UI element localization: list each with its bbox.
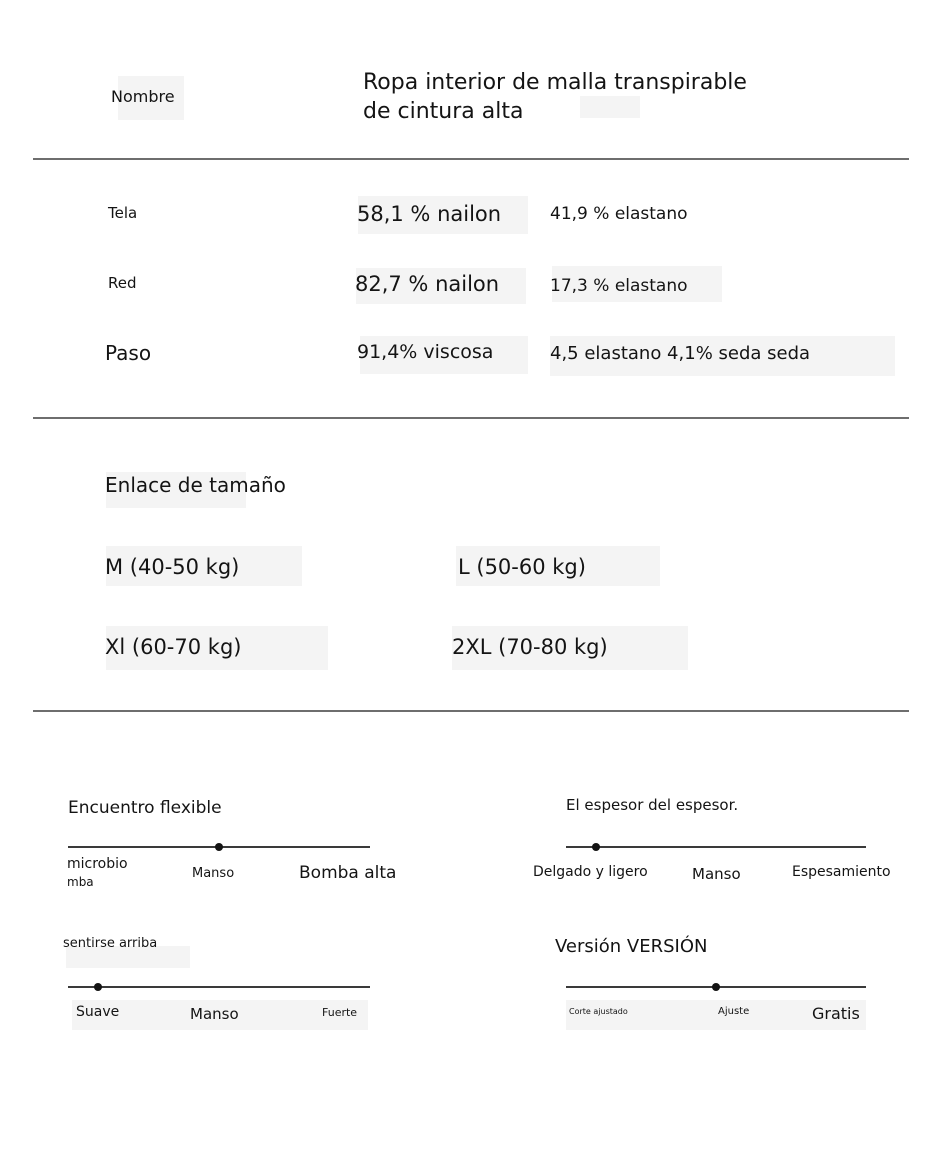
size-title: Enlace de tamaño: [105, 473, 286, 497]
product-title-line-1: Ropa interior de malla transpirable: [363, 70, 747, 95]
name-label: Nombre: [111, 87, 175, 106]
scale-middle-label: Manso: [192, 866, 235, 881]
composition-primary: 58,1 % nailon: [357, 202, 502, 226]
scale-right-label: Gratis: [812, 1004, 860, 1023]
scale-title: sentirse arriba: [63, 936, 158, 951]
scale-right-label: Fuerte: [322, 1006, 358, 1019]
scale-middle-label: Manso: [190, 1005, 239, 1023]
divider: [33, 710, 909, 712]
composition-label: Red: [108, 274, 137, 292]
composition-primary: 82,7 % nailon: [355, 272, 500, 296]
composition-label: Paso: [105, 341, 152, 365]
scale-track: [566, 846, 866, 848]
scale-track: [68, 986, 370, 988]
composition-secondary: 17,3 % elastano: [550, 276, 688, 296]
composition-primary: 91,4% viscosa: [357, 341, 494, 363]
scale-right-label: Espesamiento: [792, 864, 891, 880]
composition-secondary: 4,5 elastano 4,1% seda seda: [550, 343, 811, 364]
scale-middle-label: Manso: [692, 865, 741, 883]
size-xl: Xl (60-70 kg): [105, 635, 242, 659]
scale-title: El espesor del espesor.: [566, 796, 739, 814]
scale-title: Versión VERSIÓN: [555, 936, 708, 957]
size-m: M (40-50 kg): [105, 555, 240, 579]
smudge: [580, 96, 640, 118]
scale-marker: [215, 843, 223, 851]
scale-marker: [712, 983, 720, 991]
divider: [33, 417, 909, 419]
size-l: L (50-60 kg): [458, 555, 586, 579]
scale-left-label-line-2: mba: [67, 875, 94, 889]
scale-right-label: Bomba alta: [299, 863, 397, 883]
scale-left-label: Corte ajustado: [569, 1007, 628, 1016]
scale-left-label-line-1: microbio: [67, 856, 128, 872]
scale-middle-label: Ajuste: [718, 1006, 750, 1017]
divider: [33, 158, 909, 160]
scale-title: Encuentro flexible: [68, 798, 222, 818]
scale-left-label: Delgado y ligero: [533, 864, 648, 880]
scale-left-label: Suave: [76, 1004, 120, 1020]
product-title-line-2: de cintura alta: [363, 99, 524, 124]
scale-marker: [94, 983, 102, 991]
scale-marker: [592, 843, 600, 851]
composition-label: Tela: [108, 204, 138, 222]
composition-secondary: 41,9 % elastano: [550, 204, 688, 224]
size-2xl: 2XL (70-80 kg): [452, 635, 608, 659]
